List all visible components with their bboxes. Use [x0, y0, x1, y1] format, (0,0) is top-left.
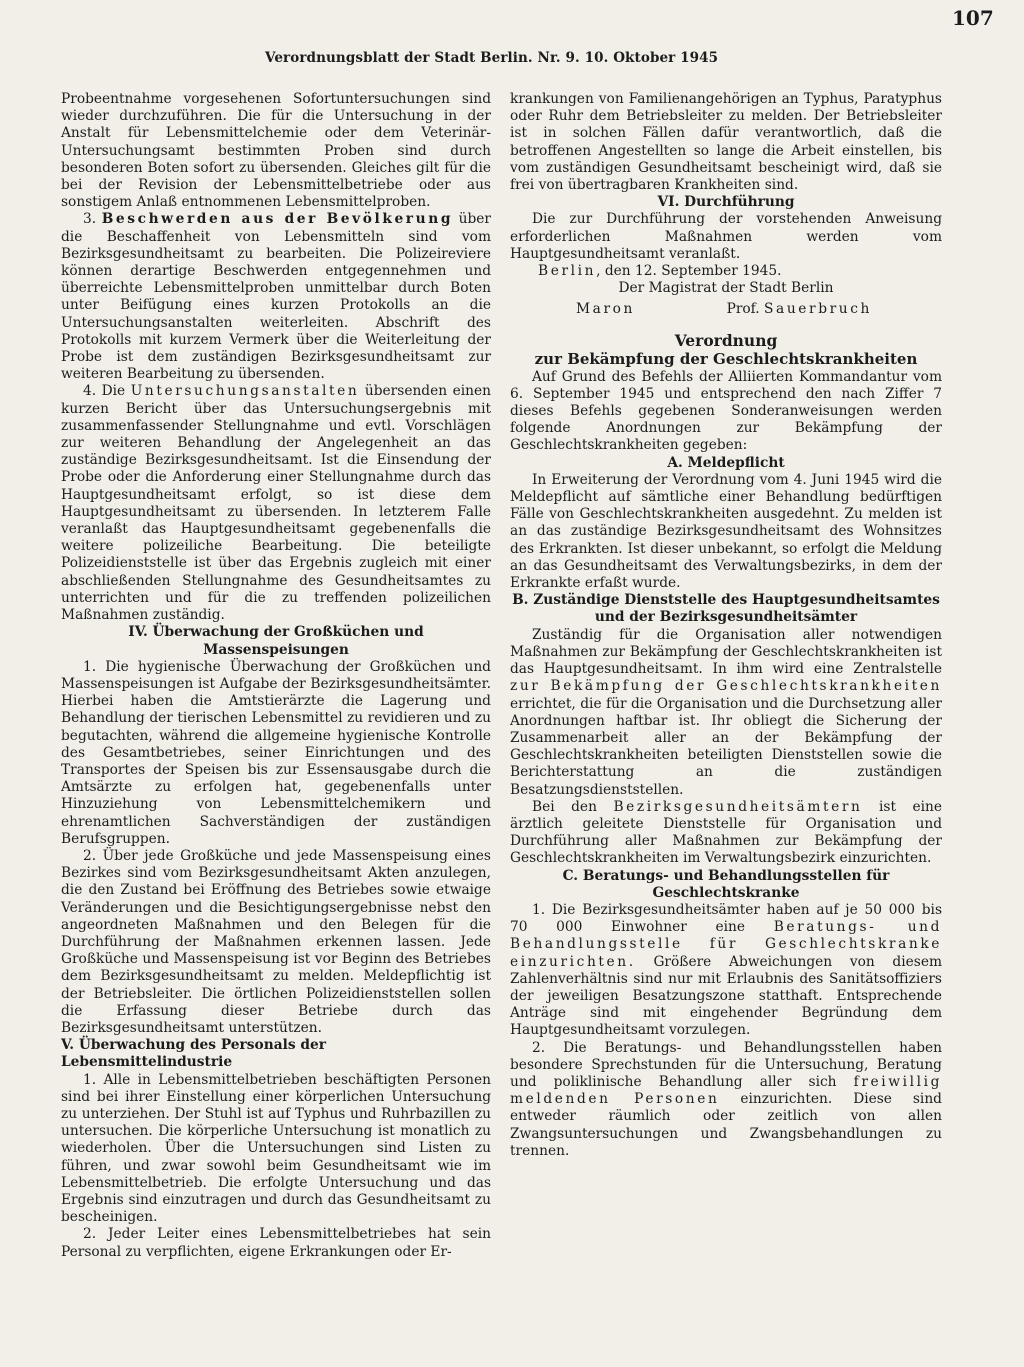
- left-column: [61, 91, 491, 1261]
- spaced-heading: zur Bekämpfung der Geschlechtskrankheiten: [510, 678, 942, 695]
- paragraph: 3. Beschwerden aus der Bevölkerung über die Beschaffenheit von Lebensmitteln sind vom Bezirksgesundheitsamt zu bearbeiten. Die Polizeireviere können derartige Beschwerden entgegennehmen und überreichte Lebensmittelproben unmittelbar durch Boten unter Beifügung eines kurzen Protokolls an die Untersuchungsanstalten weiterleiten. Abschrift des Protokolls mit kurzem Vermerk über die Weiterleitung der Probe ist dem zuständigen Bezirksgesundheitsamt zur weiteren Bearbeitung zu übersenden.: [61, 211, 492, 383]
- signatories: [510, 301, 942, 318]
- decree-title: Verordnung: [674, 330, 778, 350]
- page-header: Verordnungsblatt der Stadt Berlin. Nr. 9. 10. Oktober 1945: [265, 50, 719, 66]
- decree-subtitle: zur Bekämpfung der Geschlechtskrankheiten: [534, 349, 918, 368]
- paragraph: 2. Jeder Leiter eines Lebensmittelbetriebes hat sein Personal zu verpflichten, eigene Erkrankungen oder Er-: [61, 1226, 491, 1260]
- section-heading-b: B. Zuständige Dienststelle des Hauptgesundheitsamtes und der Bezirksgesundheitsämter: [512, 592, 940, 626]
- signer-maron: Maron: [576, 301, 635, 318]
- paragraph: Probeentnahme vorgesehenen Sofortuntersuchungen sind wieder durchzuführen. Die für die Untersuchung in der Anstalt für Lebensmittelchemie oder dem Veterinär-Untersuchungsamt bestimmten Proben sind durch besonderen Boten sofort zu übersenden. Gleiches gilt für die bei der Revision der Lebensmittelbetriebe oder aus sonstigem Anlaß entnommenen Lebensmittelproben.: [61, 91, 491, 211]
- spaced-heading: freiwillig meldenden Personen: [510, 1073, 942, 1108]
- paragraph: Bei den Bezirksgesundheitsämtern ist eine ärztlich geleitete Dienststelle für Organisation und Durchführung aller Maßnahmen zur Bekämpfung der Geschlechtskrankheiten im Verwaltungsbezirk einzurichten.: [510, 798, 942, 867]
- section-heading-v: V. Überwachung des Personals der Lebensmittelindustrie: [61, 1037, 326, 1071]
- signer-sauerbruch: Prof. Sauerbruch: [726, 301, 872, 318]
- page-number: 107: [952, 6, 994, 30]
- paragraph: Auf Grund des Befehls der Alliierten Kommandantur vom 6. September 1945 und entsprechend den nach Ziffer 7 dieses Befehls gegebenen Sonderanweisungen werden folgende Anordnungen zur Bekämpfung der Geschlechtskrankheiten gegeben:: [510, 368, 942, 454]
- signature-body: Der Magistrat der Stadt Berlin: [618, 280, 834, 297]
- paragraph: 1. Die hygienische Überwachung der Großküchen und Massenspeisungen ist Aufgabe der Bezirksgesundheitsämter. Hierbei haben die Amtstierärzte die Lagerung und Behandlung der tierischen Lebensmittel zu revidieren und zu begutachten, während die allgemeine hygienische Kontrolle des Gesamtbetriebes, seiner Einrichtungen und des Transportes der Speisen bis zur Essensausgabe durch die Amtsärzte zu erfolgen hat, gegebenenfalls unter Hinzuziehung von Lebensmittelchemikern und ehrenamtlichen Sachverständigen der zuständigen Berufsgruppen.: [61, 658, 491, 847]
- spaced-heading: Untersuchungsanstalten: [130, 383, 360, 400]
- spaced-heading: Beratungs- und Behandlungsstelle für Geschlechtskranke: [510, 919, 943, 953]
- right-column: [510, 91, 942, 1160]
- spaced-heading: Bezirksgesundheitsämtern: [613, 798, 863, 815]
- paragraph: Zuständig für die Organisation aller notwendigen Maßnahmen zur Bekämpfung der Geschlechtskrankheiten ist das Hauptgesundheitsamt. In ihm wird eine Zentralstelle zur Bekämpfung der Geschlechtskrankheiten errichtet, die für die Organisation und die Durchsetzung aller Anordnungen haftbar ist. Ihr obliegt die Sicherung der Zusammenarbeit aller an der Bekämpfung der Geschlechtskrankheiten beteiligten Dienststellen sowie die Berichterstattung an die zuständigen Besatzungsdienststellen.: [510, 626, 942, 798]
- section-heading-c: C. Beratungs- und Behandlungsstellen für Geschlechtskranke: [562, 867, 890, 901]
- section-heading-iv: IV. Überwachung der Großküchen und Massenspeisungen: [128, 624, 424, 658]
- paragraph: Die zur Durchführung der vorstehenden Anweisung erforderlichen Maßnahmen werden vom Hauptgesundheitsamt veranlaßt.: [510, 211, 942, 262]
- paragraph: 2. Die Beratungs- und Behandlungsstellen haben besondere Sprechstunden für die Untersuchung, Beratung und poliklinische Behandlung aller sich freiwillig meldenden Personen einzurichten. Diese sind entweder räumlich oder zeitlich von allen Zwangsuntersuchungen und Zwangsbehandlungen zu trennen.: [510, 1039, 942, 1159]
- spaced-heading: Beschwerden aus der Bevölkerung: [101, 211, 454, 228]
- paragraph: 2. Über jede Großküche und jede Massenspeisung eines Bezirkes sind vom Bezirksgesundheitsamt Akten anzulegen, die den Zustand bei Eröffnung des Betriebes sowie etwaige Veränderungen und die Besichtigungsergebnisse nebst den angeordneten Maßnahmen und den Belegen für die Durchführung der Maßnahmen erkennen lassen. Jede Großküche und Massenspeisung ist vor Beginn des Betriebes dem Bezirksgesundheitsamt zu melden. Meldepflichtig ist der Betriebsleiter. Die örtlichen Polizeidienststellen sollen die Erfassung dieser Betriebe durch das Bezirksgesundheitsamt unterstützen.: [61, 847, 491, 1036]
- paragraph: 4. Die Untersuchungsanstalten übersenden einen kurzen Bericht über das Untersuchungsergebnis mit zusammenfassender Stellungnahme und evtl. Vorschlägen zur weiteren Behandlung der Angelegenheit an das zuständige Bezirksgesundheitsamt. Ist die Einsendung der Probe oder die Anforderung einer Stellungnahme durch das Hauptgesundheitsamt erfolgt, so ist diese dem Hauptgesundheitsamt zu übersenden. In letzterem Falle veranlaßt das Hauptgesundheitsamt gegebenenfalls die weitere polizeiliche Bearbeitung. Die beteiligte Polizeidienststelle ist über das Ergebnis zugleich mit einer abschließenden Stellungnahme des Gesundheitsamtes zu unterrichten und für die zu treffenden polizeilichen Maßnahmen zuständig.: [61, 383, 491, 624]
- place-date: Berlin, den 12. September 1945.: [538, 263, 782, 280]
- section-heading-a: A. Meldepflicht: [667, 454, 785, 471]
- section-heading-vi: VI. Durchführung: [657, 194, 795, 211]
- paragraph: krankungen von Familienangehörigen an Typhus, Paratyphus oder Ruhr dem Betriebsleiter zu melden. Der Betriebsleiter ist in solchen Fällen dafür verantwortlich, daß die betroffenen Angestellten so lange die Arbeit einstellen, bis vom zuständigen Gesundheitsamt bescheinigt wird, daß sie frei von übertragbaren Krankheiten sind.: [510, 91, 942, 194]
- paragraph: 1. Alle in Lebensmittelbetrieben beschäftigten Personen sind bei ihrer Einstellung einer körperlichen Untersuchung zu unterziehen. Der Stuhl ist auf Typhus und Ruhrbazillen zu untersuchen. Die körperliche Untersuchung ist monatlich zu wiederholen. Über die Untersuchungen sind Listen zu führen, und zwar sowohl beim Gesundheitsamt wie im Lebensmittelbetrieb. Die erfolgte Untersuchung und das Ergebnis sind einzutragen und durch das Gesundheitsamt zu bescheinigen.: [61, 1071, 491, 1226]
- paragraph: 1. Die Bezirksgesundheitsämter haben auf je 50 000 bis 70 000 Einwohner eine Beratungs- und Behandlungsstelle für Geschlechtskranke einzurichten. Größere Abweichungen von diesem Zahlenverhältnis sind nur mit Erlaubnis des Sanitätsoffiziers der jeweiligen Besatzungszone statthaft. Entsprechende Anträge sind mit eingehender Begründung dem Hauptgesundheitsamt vorzulegen.: [510, 901, 943, 1039]
- paragraph: In Erweiterung der Verordnung vom 4. Juni 1945 wird die Meldepflicht auf sämtliche einer Behandlung bedürftigen Fälle von Geschlechtskrankheiten ausgedehnt. Zu melden ist an das zuständige Bezirksgesundheitsamt des Wohnsitzes des Erkrankten. Ist dieser unbekannt, so erfolgt die Meldung an das Gesundheitsamt des Verwaltungsbezirks, in dem der Erkrankte erfaßt wurde.: [510, 471, 942, 592]
